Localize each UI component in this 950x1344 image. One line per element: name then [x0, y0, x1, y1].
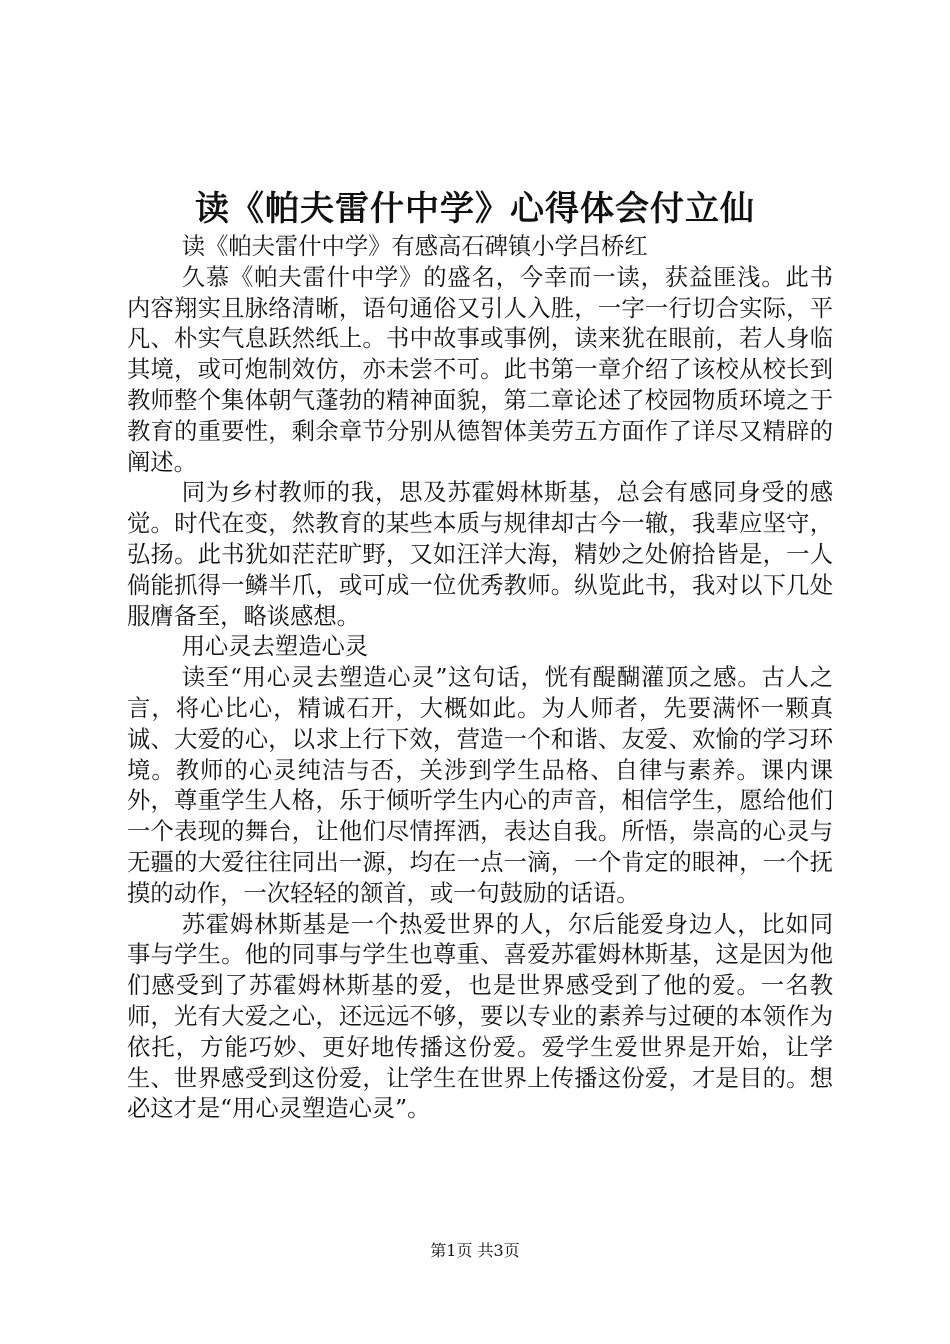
paragraph: 久慕《帕夫雷什中学》的盛名，今幸而一读，获益匪浅。此书内容翔实且脉络清晰，语句通俗又引人入胜，一字一行切合实际，平凡、朴实气息跃然纸上。书中故事或事例，读来犹在眼前，若人身临其境，或可炮制效仿，亦未尝不可。此书第一章介绍了该校从校长到教师整个集体朝气蓬勃的精神面貌，第二章论述了校园物质环境之于教育的重要性，剩余章节分别从德智体美劳五方面作了详尽又精辟的阐述。: [127, 263, 833, 476]
section-heading: 用心灵去塑造心灵: [181, 633, 369, 661]
paragraph: 同为乡村教师的我，思及苏霍姆林斯基，总会有感同身受的感觉。时代在变，然教育的某些本质与规律却古今一辙，我辈应坚守，弘扬。此书犹如茫茫旷野，又如汪洋大海，精妙之处俯拾皆是，一人倘能抓得一鳞半爪，或可成一位优秀教师。纵览此书，我对以下几处服膺备至，略谈感想。: [127, 479, 833, 630]
document-title: 读《帕夫雷什中学》心得体会付立仙: [195, 189, 755, 229]
page-number-footer: 第1页 共3页: [430, 1241, 520, 1260]
paragraph: 苏霍姆林斯基是一个热爱世界的人，尔后能爱身边人，比如同事与学生。他的同事与学生也尊重、喜爱苏霍姆林斯基，这是因为他们感受到了苏霍姆林斯基的爱，也是世界感受到了他的爱。一名教师，光有大爱之心，还远远不够，要以专业的素养与过硬的本领作为依托，方能巧妙、更好地传播这份爱。爱学生爱世界是开始，让学生、世界感受到这份爱，让学生在世界上传播这份爱，才是目的。想必这才是“用心灵塑造心灵”。: [127, 910, 833, 1123]
document-body: [127, 232, 833, 1125]
paragraph-subtitle: 读《帕夫雷什中学》有感高石碑镇小学吕桥红: [181, 233, 648, 260]
paragraph: 读至“用心灵去塑造心灵”这句话，恍有醍醐灌顶之感。古人之言，将心比心，精诚石开，大概如此。为人师者，先要满怀一颗真诚、大爱的心，以求上行下效，营造一个和谐、友爱、欢愉的学习环境。教师的心灵纯洁与否，关涉到学生品格、自律与素养。课内课外，尊重学生人格，乐于倾听学生内心的声音，相信学生，愿给他们一个表现的舞台，让他们尽情挥洒，表达自我。所悟，崇高的心灵与无疆的大爱往往同出一源，均在一点一滴，一个肯定的眼神，一个抚摸的动作，一次轻轻的颔首，或一句鼓励的话语。: [127, 664, 833, 907]
